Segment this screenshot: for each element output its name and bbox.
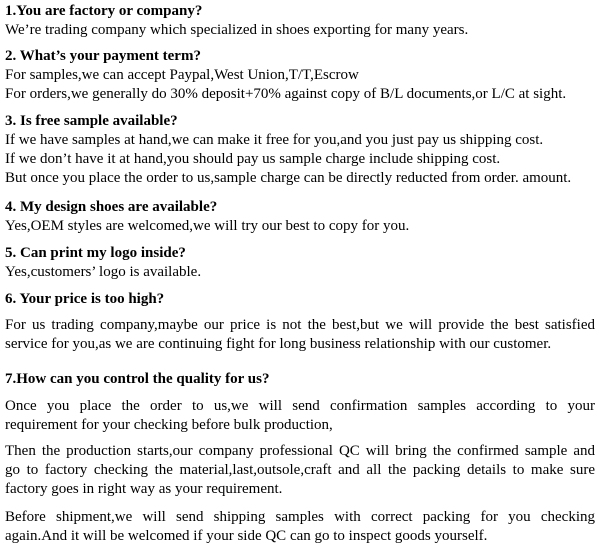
answer-4: Yes,OEM styles are welcomed,we will try our best to copy for you. <box>5 218 410 234</box>
answer-3-line-1: If we have samples at hand,we can make it free for you,and you just pay us shipping cost. <box>5 132 544 148</box>
faq-item-5 <box>5 244 201 282</box>
answer-6 <box>5 316 595 354</box>
answer-6-line-1: For us trading company,maybe our price is not the best,but we will provide the best satisfied <box>5 317 595 333</box>
answer-7-p3-line-1: Before shipment,we will send shipping samples with correct packing for you checking <box>5 509 595 525</box>
question-7: 7.How can you control the quality for us? <box>5 371 270 387</box>
faq-item-1 <box>5 2 468 40</box>
faq-item-4 <box>5 198 409 236</box>
question-6: 6. Your price is too high? <box>5 291 165 307</box>
answer-3-line-3: But once you place the order to us,sample charge can be directly reducted from order. amount. <box>5 170 572 186</box>
question-5: 5. Can print my logo inside? <box>5 245 186 261</box>
question-4: 4. My design shoes are available? <box>5 199 218 215</box>
answer-7-paragraph-1 <box>5 397 595 435</box>
faq-item-3 <box>5 112 571 188</box>
faq-item-6 <box>5 290 164 309</box>
answer-5: Yes,customers’ logo is available. <box>5 264 202 280</box>
question-1: 1.You are factory or company? <box>5 3 203 19</box>
question-3: 3. Is free sample available? <box>5 113 178 129</box>
answer-6-line-2: service for you,as we are continuing fight for long business relationship with our customer. <box>5 336 552 352</box>
answer-7-paragraph-2 <box>5 442 595 499</box>
answer-2-line-1: For samples,we can accept Paypal,West Union,T/T,Escrow <box>5 67 359 83</box>
answer-7-p1-line-1: Once you place the order to us,we will send confirmation samples according to your <box>5 398 595 414</box>
faq-item-7 <box>5 370 269 389</box>
answer-1: We’re trading company which specialized in shoes exporting for many years. <box>5 22 469 38</box>
answer-7-p2-line-3: factory goes in right way as your requirement. <box>5 481 283 497</box>
answer-7-p1-line-2: requirement for your checking before bulk production, <box>5 417 333 433</box>
faq-item-2 <box>5 47 566 104</box>
answer-3-line-2: If we don’t have it at hand,you should pay us sample charge include shipping cost. <box>5 151 501 167</box>
answer-7-paragraph-3 <box>5 508 595 546</box>
question-2: 2. What’s your payment term? <box>5 48 201 64</box>
answer-2-line-2: For orders,we generally do 30% deposit+70% against copy of B/L documents,or L/C at sight. <box>5 86 567 102</box>
answer-7-p3-line-2: again.And it will be welcomed if your side QC can go to inspect goods yourself. <box>5 528 488 544</box>
answer-7-p2-line-2: go to factory checking the material,last,outsole,craft and all the packing details to make sure <box>5 462 595 478</box>
answer-7-p2-line-1: Then the production starts,our company professional QC will bring the confirmed sample and <box>5 443 595 459</box>
